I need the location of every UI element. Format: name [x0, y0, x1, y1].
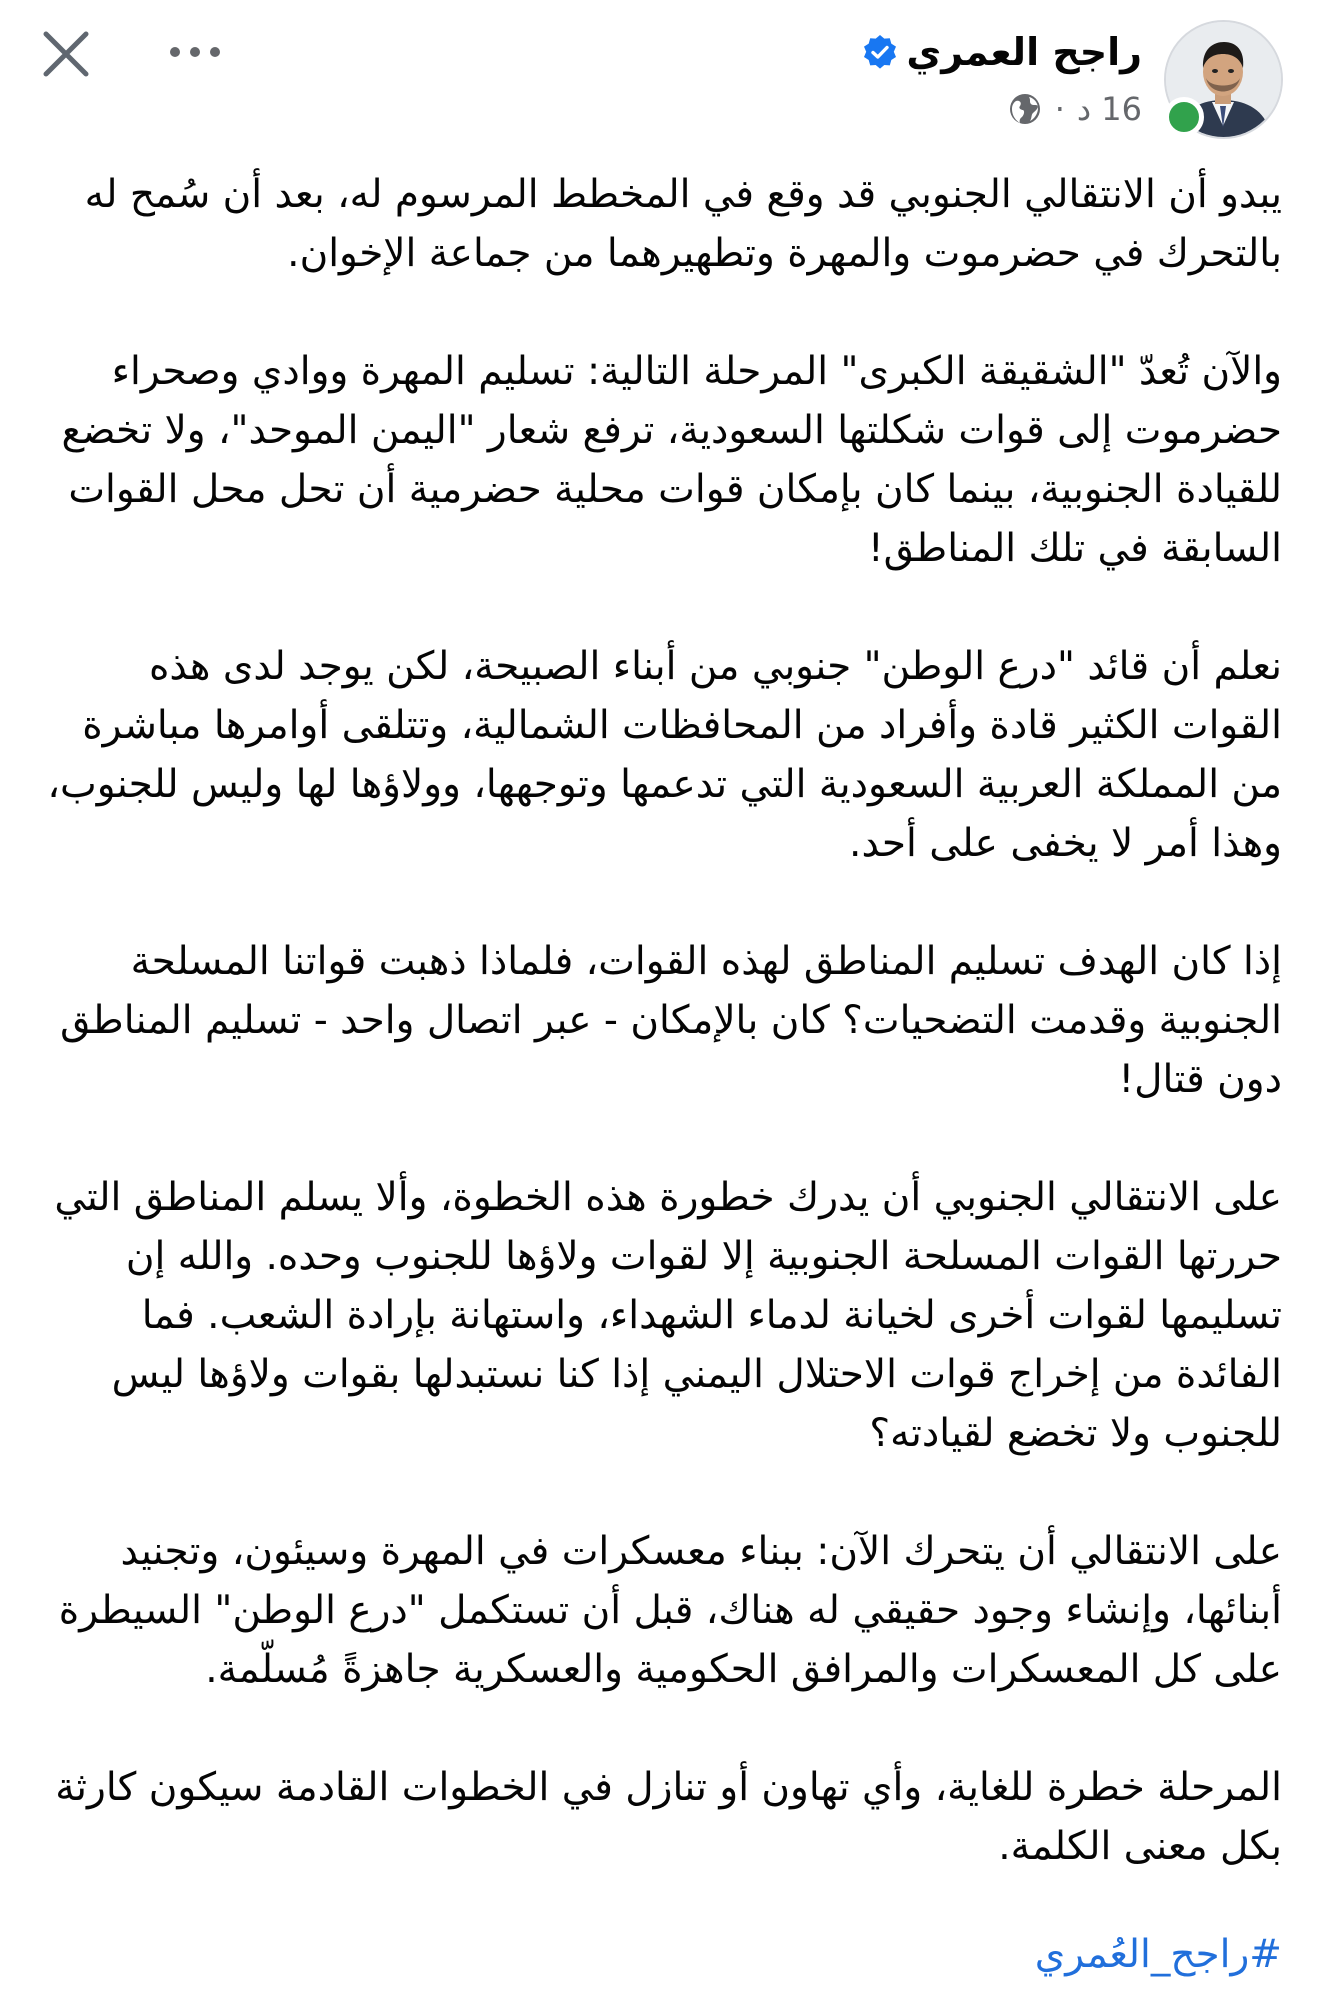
post-paragraph: على الانتقالي الجنوبي أن يدرك خطورة هذه الخطوة، وألا يسلم المناطق التي حررتها القوات المسلحة الجنوبية إلا لقوات ولاؤها للجنوب وحده. والله إن تسليمها لقوات أخرى لخيانة لدماء الشهداء، واستهانة بإرادة الشعب. فما الفائدة من إخراج قوات الاحتلال اليمني إذا كنا نستبدلها بقوات ولاؤها ليس للجنوب ولا تخضع لقيادته؟: [54, 1175, 1282, 1456]
author-name[interactable]: راجح العمري: [906, 30, 1142, 74]
author-row: [862, 30, 1142, 74]
post-paragraph: والآن تُعدّ "الشقيقة الكبرى" المرحلة التالية: تسليم المهرة ووادي وصحراء حضرموت إلى قوات شكلتها السعودية، ترفع شعار "اليمن الموحد"، ولا تخضع للقيادة الجنوبية، بينما كان بإمكان قوات محلية حضرمية أن تحل محل القوات السابقة في تلك المناطق!: [61, 349, 1282, 571]
post-paragraph: إذا كان الهدف تسليم المناطق لهذه القوات، فلماذا ذهبت قواتنا المسلحة الجنوبية وقدمت التضحيات؟ كان بالإمكان - عبر اتصال واحد - تسليم المناطق دون قتال!: [60, 939, 1282, 1102]
globe-icon: [1007, 91, 1043, 127]
post-meta: [1007, 90, 1142, 128]
post-paragraph: يبدو أن الانتقالي الجنوبي قد وقع في المخطط المرسوم له، بعد أن سُمح له بالتحرك في حضرموت والمهرة وتطهيرهما من جماعة الإخوان.: [84, 172, 1282, 276]
close-button[interactable]: [40, 28, 92, 80]
author-avatar[interactable]: [1164, 20, 1283, 139]
online-status-dot: [1164, 97, 1204, 137]
hashtag-link[interactable]: #راجح_العُمري: [1034, 1932, 1282, 1977]
post-paragraph: على الانتقالي أن يتحرك الآن: ببناء معسكرات في المهرة وسيئون، وتجنيد أبنائها، وإنشاء وجود حقيقي له هناك، قبل أن تستكمل "درع الوطن" السيطرة على كل المعسكرات والمرافق الحكومية والعسكرية جاهزةً مُسلّمة.: [58, 1529, 1282, 1692]
post-header: [0, 0, 1320, 150]
more-options-button[interactable]: [165, 30, 225, 74]
post-paragraph: نعلم أن قائد "درع الوطن" جنوبي من أبناء الصبيحة، لكن يوجد لدى هذه القوات الكثير قادة وأفراد من المحافظات الشمالية، وتتلقى أوامرها مباشرة من المملكة العربية السعودية التي تدعمها وتوجهها، وولاؤها لها وليس للجنوب، وهذا أمر لا يخفى على أحد.: [47, 644, 1282, 866]
post-body: [38, 165, 1282, 1876]
close-icon: [40, 28, 92, 80]
verified-badge-icon: [862, 34, 898, 70]
post-paragraph: المرحلة خطرة للغاية، وأي تهاون أو تنازل في الخطوات القادمة سيكون كارثة بكل معنى الكلمة.: [55, 1765, 1282, 1869]
post-time[interactable]: 16 د: [1076, 90, 1142, 128]
more-dots-icon: [165, 30, 225, 74]
meta-separator: ·: [1054, 90, 1065, 128]
